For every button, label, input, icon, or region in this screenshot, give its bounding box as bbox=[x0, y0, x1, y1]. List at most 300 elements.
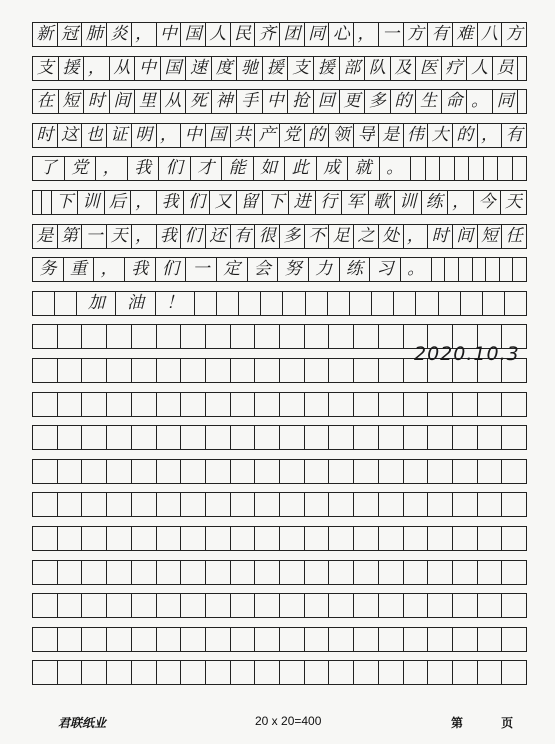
grid-cell bbox=[33, 493, 58, 516]
grid-cell: 回 bbox=[314, 90, 340, 113]
grid-row bbox=[32, 593, 527, 618]
grid-cell: 导 bbox=[354, 124, 379, 147]
grid-cell: 时 bbox=[428, 225, 453, 248]
grid-cell: 部 bbox=[340, 57, 366, 80]
grid-cell: 这 bbox=[58, 124, 83, 147]
grid-cell: 时 bbox=[84, 90, 110, 113]
grid-cell bbox=[107, 359, 132, 382]
grid-cell bbox=[231, 493, 256, 516]
grid-cell bbox=[206, 426, 231, 449]
grid-cell: 人 bbox=[467, 57, 493, 80]
grid-cell: 难 bbox=[453, 23, 478, 46]
grid-cell: 队 bbox=[365, 57, 391, 80]
grid-cell bbox=[280, 527, 305, 550]
grid-cell bbox=[305, 628, 330, 651]
grid-cell bbox=[459, 258, 473, 281]
grid-cell: 们 bbox=[156, 258, 187, 281]
grid-cell: 能 bbox=[222, 157, 254, 180]
grid-cell bbox=[329, 594, 354, 617]
grid-cell bbox=[107, 527, 132, 550]
grid-cell bbox=[329, 493, 354, 516]
grid-cell bbox=[58, 594, 83, 617]
grid-cell bbox=[132, 594, 157, 617]
grid-cell bbox=[453, 426, 478, 449]
grid-cell bbox=[181, 527, 206, 550]
grid-cell bbox=[379, 426, 404, 449]
grid-cell bbox=[82, 426, 107, 449]
grid-cell bbox=[181, 628, 206, 651]
grid-cell bbox=[354, 325, 379, 348]
grid-cell bbox=[502, 661, 526, 684]
grid-cell bbox=[33, 561, 58, 584]
grid-cell: 生 bbox=[416, 90, 442, 113]
grid-cell: 。 bbox=[380, 157, 412, 180]
grid-cell bbox=[33, 594, 58, 617]
grid-cell: 命 bbox=[442, 90, 468, 113]
grid-cell bbox=[206, 661, 231, 684]
grid-cell bbox=[354, 527, 379, 550]
grid-cell: 援 bbox=[59, 57, 85, 80]
grid-cell bbox=[33, 393, 58, 416]
grid-cell bbox=[329, 359, 354, 382]
grid-cell bbox=[132, 426, 157, 449]
grid-cell bbox=[181, 661, 206, 684]
grid-cell bbox=[55, 292, 77, 315]
grid-cell bbox=[181, 325, 206, 348]
grid-cell: 短 bbox=[59, 90, 85, 113]
grid-cell bbox=[206, 359, 231, 382]
grid-cell bbox=[478, 393, 503, 416]
grid-cell: 任 bbox=[505, 225, 523, 246]
grid-cell bbox=[181, 561, 206, 584]
grid-cell: 方 bbox=[505, 24, 523, 44]
grid-cell bbox=[157, 460, 182, 483]
grid-cell bbox=[486, 258, 500, 281]
grid-row bbox=[32, 425, 527, 450]
grid-cell bbox=[329, 527, 354, 550]
grid-cell bbox=[206, 325, 231, 348]
grid-cell bbox=[513, 157, 527, 180]
grid-cell: 此 bbox=[285, 157, 317, 180]
grid-cell: 时 bbox=[33, 124, 58, 147]
grid-cell: 还 bbox=[206, 225, 231, 248]
grid-cell: 肺 bbox=[82, 23, 107, 46]
grid-row bbox=[32, 56, 527, 81]
grid-row bbox=[32, 22, 527, 47]
grid-cell: ！ bbox=[156, 292, 195, 315]
grid-cell bbox=[107, 594, 132, 617]
grid-cell bbox=[478, 460, 503, 483]
grid-cell bbox=[206, 594, 231, 617]
grid-cell bbox=[206, 493, 231, 516]
grid-cell bbox=[157, 561, 182, 584]
grid-cell bbox=[206, 561, 231, 584]
grid-cell bbox=[107, 661, 132, 684]
grid-cell: 务 bbox=[33, 258, 64, 281]
grid-cell bbox=[473, 258, 487, 281]
grid-cell: 党 bbox=[280, 124, 305, 147]
grid-cell: 我 bbox=[125, 258, 156, 281]
grid-cell: 。 bbox=[467, 90, 493, 113]
grid-row bbox=[32, 627, 527, 652]
grid-cell: 会 bbox=[248, 258, 279, 281]
grid-cell bbox=[255, 594, 280, 617]
grid-row bbox=[32, 526, 527, 551]
grid-cell bbox=[181, 493, 206, 516]
grid-cell bbox=[354, 493, 379, 516]
grid-cell: 中 bbox=[135, 57, 161, 80]
grid-cell bbox=[82, 393, 107, 416]
grid-cell: 就 bbox=[348, 157, 380, 180]
grid-cell: 一 bbox=[82, 225, 107, 248]
grid-cell: 一 bbox=[379, 23, 404, 46]
grid-cell bbox=[379, 628, 404, 651]
grid-cell bbox=[280, 426, 305, 449]
grid-cell bbox=[82, 661, 107, 684]
grid-cell bbox=[445, 258, 459, 281]
grid-cell bbox=[329, 393, 354, 416]
grid-cell bbox=[305, 426, 330, 449]
grid-cell bbox=[428, 527, 453, 550]
grid-cell bbox=[354, 628, 379, 651]
grid-cell bbox=[58, 426, 83, 449]
grid-cell bbox=[453, 594, 478, 617]
grid-cell: 齐 bbox=[255, 23, 280, 46]
paper-footer bbox=[0, 708, 555, 744]
grid-cell bbox=[502, 527, 526, 550]
grid-cell bbox=[502, 426, 526, 449]
grid-cell bbox=[428, 426, 453, 449]
grid-cell bbox=[82, 561, 107, 584]
grid-cell bbox=[231, 426, 256, 449]
grid-cell bbox=[107, 561, 132, 584]
grid-cell: 。 bbox=[401, 258, 432, 281]
grid-cell: 共 bbox=[231, 124, 256, 147]
grid-cell bbox=[428, 493, 453, 516]
grid-cell: 明 bbox=[132, 124, 157, 147]
grid-cell bbox=[255, 460, 280, 483]
grid-cell bbox=[231, 661, 256, 684]
grid-cell bbox=[181, 393, 206, 416]
grid-cell bbox=[58, 359, 83, 382]
grid-cell bbox=[157, 527, 182, 550]
grid-cell: 天 bbox=[504, 192, 522, 212]
grid-cell: 训 bbox=[395, 191, 421, 214]
grid-cell bbox=[181, 460, 206, 483]
grid-cell bbox=[181, 594, 206, 617]
grid-cell: 冠 bbox=[58, 23, 83, 46]
grid-cell: ， bbox=[448, 191, 474, 214]
grid-cell bbox=[404, 628, 429, 651]
grid-cell bbox=[453, 561, 478, 584]
grid-cell bbox=[379, 661, 404, 684]
grid-cell bbox=[231, 359, 256, 382]
grid-cell bbox=[33, 527, 58, 550]
grid-cell: 又 bbox=[210, 191, 236, 214]
grid-cell bbox=[82, 594, 107, 617]
grid-cell bbox=[453, 460, 478, 483]
grid-row bbox=[32, 660, 527, 685]
grid-cell bbox=[428, 661, 453, 684]
page-number-label: 第 页 bbox=[451, 716, 514, 730]
grid-cell: 是 bbox=[33, 225, 58, 248]
grid-row bbox=[32, 560, 527, 585]
grid-cell bbox=[255, 561, 280, 584]
grid-cell bbox=[498, 157, 513, 180]
grid-cell: 心 bbox=[329, 23, 354, 46]
grid-row bbox=[32, 224, 527, 249]
grid-cell: 的 bbox=[305, 124, 330, 147]
grid-cell: 我 bbox=[157, 191, 183, 214]
grid-cell: 了 bbox=[33, 157, 65, 180]
grid-row bbox=[32, 89, 527, 114]
grid-cell bbox=[33, 325, 58, 348]
grid-cell: 不 bbox=[305, 225, 330, 248]
grid-cell bbox=[157, 426, 182, 449]
grid-cell bbox=[305, 661, 330, 684]
grid-cell: 八 bbox=[478, 23, 503, 46]
grid-cell: 支 bbox=[288, 57, 314, 80]
grid-cell bbox=[107, 426, 132, 449]
grid-cell bbox=[379, 527, 404, 550]
grid-cell bbox=[502, 628, 526, 651]
grid-cell bbox=[404, 460, 429, 483]
grid-cell bbox=[157, 325, 182, 348]
grid-cell: 之 bbox=[354, 225, 379, 248]
grid-cell bbox=[502, 594, 526, 617]
grid-cell: 及 bbox=[391, 57, 417, 80]
grid-cell: 军 bbox=[342, 191, 368, 214]
grid-cell bbox=[239, 292, 261, 315]
grid-cell bbox=[58, 460, 83, 483]
grid-cell: 才 bbox=[191, 157, 223, 180]
grid-cell bbox=[132, 359, 157, 382]
grid-cell: 油 bbox=[116, 292, 155, 315]
grid-cell bbox=[58, 325, 83, 348]
grid-cell bbox=[404, 393, 429, 416]
grid-cell: 我 bbox=[128, 157, 160, 180]
grid-cell: 也 bbox=[82, 124, 107, 147]
grid-cell: 天 bbox=[107, 225, 132, 248]
grid-cell bbox=[157, 628, 182, 651]
grid-cell bbox=[107, 460, 132, 483]
grid-cell bbox=[58, 561, 83, 584]
grid-row bbox=[32, 392, 527, 417]
grid-cell bbox=[502, 460, 526, 483]
grid-cell: 的 bbox=[453, 124, 478, 147]
grid-cell bbox=[329, 426, 354, 449]
grid-cell bbox=[132, 661, 157, 684]
grid-cell bbox=[280, 594, 305, 617]
grid-cell bbox=[305, 561, 330, 584]
grid-cell: 定 bbox=[217, 258, 248, 281]
grid-cell: 中 bbox=[181, 124, 206, 147]
grid-cell bbox=[82, 628, 107, 651]
grid-cell bbox=[354, 359, 379, 382]
grid-cell bbox=[404, 594, 429, 617]
grid-cell: 速 bbox=[186, 57, 212, 80]
grid-cell: 训 bbox=[78, 191, 104, 214]
grid-row bbox=[32, 257, 527, 282]
grid-cell bbox=[372, 292, 394, 315]
grid-cell bbox=[305, 594, 330, 617]
grid-cell bbox=[157, 393, 182, 416]
grid-cell: 民 bbox=[231, 23, 256, 46]
grid-cell bbox=[379, 393, 404, 416]
grid-cell: 中 bbox=[157, 23, 182, 46]
grid-cell: 神 bbox=[212, 90, 238, 113]
grid-cell bbox=[500, 258, 514, 281]
grid-cell: 如 bbox=[254, 157, 286, 180]
grid-cell: 多 bbox=[365, 90, 391, 113]
grid-cell bbox=[82, 527, 107, 550]
grid-cell bbox=[33, 359, 58, 382]
grid-cell bbox=[440, 157, 455, 180]
grid-cell bbox=[502, 393, 526, 416]
grid-cell bbox=[280, 661, 305, 684]
grid-cell bbox=[416, 292, 438, 315]
grid-cell: 团 bbox=[280, 23, 305, 46]
grid-cell: 加 bbox=[77, 292, 116, 315]
grid-cell bbox=[379, 493, 404, 516]
grid-cell: 成 bbox=[317, 157, 349, 180]
grid-cell: 里 bbox=[135, 90, 161, 113]
grid-cell: 同 bbox=[305, 23, 330, 46]
grid-cell bbox=[305, 460, 330, 483]
grid-cell: 练 bbox=[340, 258, 371, 281]
grid-cell: ， bbox=[94, 258, 125, 281]
grid-cell bbox=[354, 393, 379, 416]
grid-cell bbox=[58, 527, 83, 550]
grid-row bbox=[32, 156, 527, 181]
grid-cell bbox=[502, 561, 526, 584]
grid-cell bbox=[432, 258, 446, 281]
grid-cell bbox=[261, 292, 283, 315]
grid-cell: 炎 bbox=[107, 23, 132, 46]
grid-cell bbox=[231, 628, 256, 651]
grid-cell bbox=[328, 292, 350, 315]
grid-cell bbox=[107, 493, 132, 516]
grid-cell bbox=[354, 661, 379, 684]
grid-cell bbox=[478, 426, 503, 449]
grid-cell: 们 bbox=[159, 157, 191, 180]
grid-cell: 同 bbox=[493, 90, 519, 113]
grid-cell bbox=[280, 460, 305, 483]
grid-cell bbox=[518, 90, 526, 113]
grid-cell: 大 bbox=[428, 124, 453, 147]
grid-cell bbox=[453, 527, 478, 550]
grid-cell bbox=[280, 628, 305, 651]
grid-cell bbox=[379, 325, 404, 348]
grid-cell bbox=[469, 157, 484, 180]
grid-cell bbox=[283, 292, 305, 315]
grid-cell: 援 bbox=[263, 57, 289, 80]
grid-cell bbox=[181, 359, 206, 382]
grid-cell bbox=[379, 359, 404, 382]
grid-cell bbox=[82, 493, 107, 516]
grid-cell: 短 bbox=[478, 225, 503, 248]
grid-cell bbox=[502, 493, 526, 516]
grid-cell bbox=[428, 561, 453, 584]
grid-cell bbox=[439, 292, 461, 315]
grid-cell bbox=[404, 561, 429, 584]
grid-cell bbox=[231, 393, 256, 416]
grid-cell bbox=[379, 460, 404, 483]
grid-cell: 们 bbox=[181, 225, 206, 248]
grid-cell: 领 bbox=[329, 124, 354, 147]
grid-cell bbox=[280, 493, 305, 516]
grid-cell bbox=[132, 561, 157, 584]
grid-cell: 方 bbox=[404, 23, 429, 46]
grid-cell bbox=[231, 325, 256, 348]
grid-cell bbox=[255, 527, 280, 550]
grid-cell bbox=[206, 628, 231, 651]
grid-cell bbox=[329, 628, 354, 651]
grid-cell: 员 bbox=[493, 57, 519, 80]
grid-cell bbox=[478, 493, 503, 516]
grid-cell: 下 bbox=[263, 191, 289, 214]
grid-row bbox=[32, 123, 527, 148]
grid-cell bbox=[350, 292, 372, 315]
grid-cell bbox=[157, 493, 182, 516]
grid-cell bbox=[231, 527, 256, 550]
grid-cell bbox=[58, 493, 83, 516]
grid-cell bbox=[231, 561, 256, 584]
grid-cell bbox=[132, 460, 157, 483]
grid-cell: 间 bbox=[453, 225, 478, 248]
grid-cell bbox=[379, 594, 404, 617]
grid-cell: 证 bbox=[107, 124, 132, 147]
grid-cell bbox=[255, 628, 280, 651]
grid-cell: 多 bbox=[280, 225, 305, 248]
grid-cell bbox=[157, 594, 182, 617]
grid-cell bbox=[305, 393, 330, 416]
grid-cell: 国 bbox=[181, 23, 206, 46]
grid-cell: 死 bbox=[186, 90, 212, 113]
grid-cell bbox=[181, 426, 206, 449]
grid-cell bbox=[82, 359, 107, 382]
grid-cell: 的 bbox=[391, 90, 417, 113]
grid-cell bbox=[58, 628, 83, 651]
grid-cell bbox=[354, 426, 379, 449]
grid-cell bbox=[206, 460, 231, 483]
grid-size-label: 20 x 20=400 bbox=[255, 714, 322, 728]
grid-cell bbox=[404, 661, 429, 684]
grid-cell: ， bbox=[132, 23, 157, 46]
brand-label: 君联纸业 bbox=[58, 716, 107, 730]
grid-cell bbox=[478, 561, 503, 584]
grid-cell bbox=[280, 359, 305, 382]
grid-cell: 处 bbox=[379, 225, 404, 248]
grid-cell bbox=[411, 157, 426, 180]
grid-cell bbox=[483, 292, 505, 315]
grid-cell bbox=[255, 661, 280, 684]
grid-cell: 们 bbox=[184, 191, 210, 214]
grid-cell: 重 bbox=[64, 258, 95, 281]
grid-row bbox=[32, 291, 527, 316]
grid-cell bbox=[478, 661, 503, 684]
grid-cell bbox=[42, 191, 51, 214]
grid-cell: 有 bbox=[505, 124, 523, 145]
grid-cell bbox=[478, 628, 503, 651]
grid-cell bbox=[306, 292, 328, 315]
grid-cell: 抢 bbox=[288, 90, 314, 113]
grid-cell: 足 bbox=[329, 225, 354, 248]
grid-cell bbox=[478, 527, 503, 550]
grid-cell bbox=[255, 426, 280, 449]
grid-cell bbox=[255, 359, 280, 382]
grid-cell bbox=[379, 561, 404, 584]
